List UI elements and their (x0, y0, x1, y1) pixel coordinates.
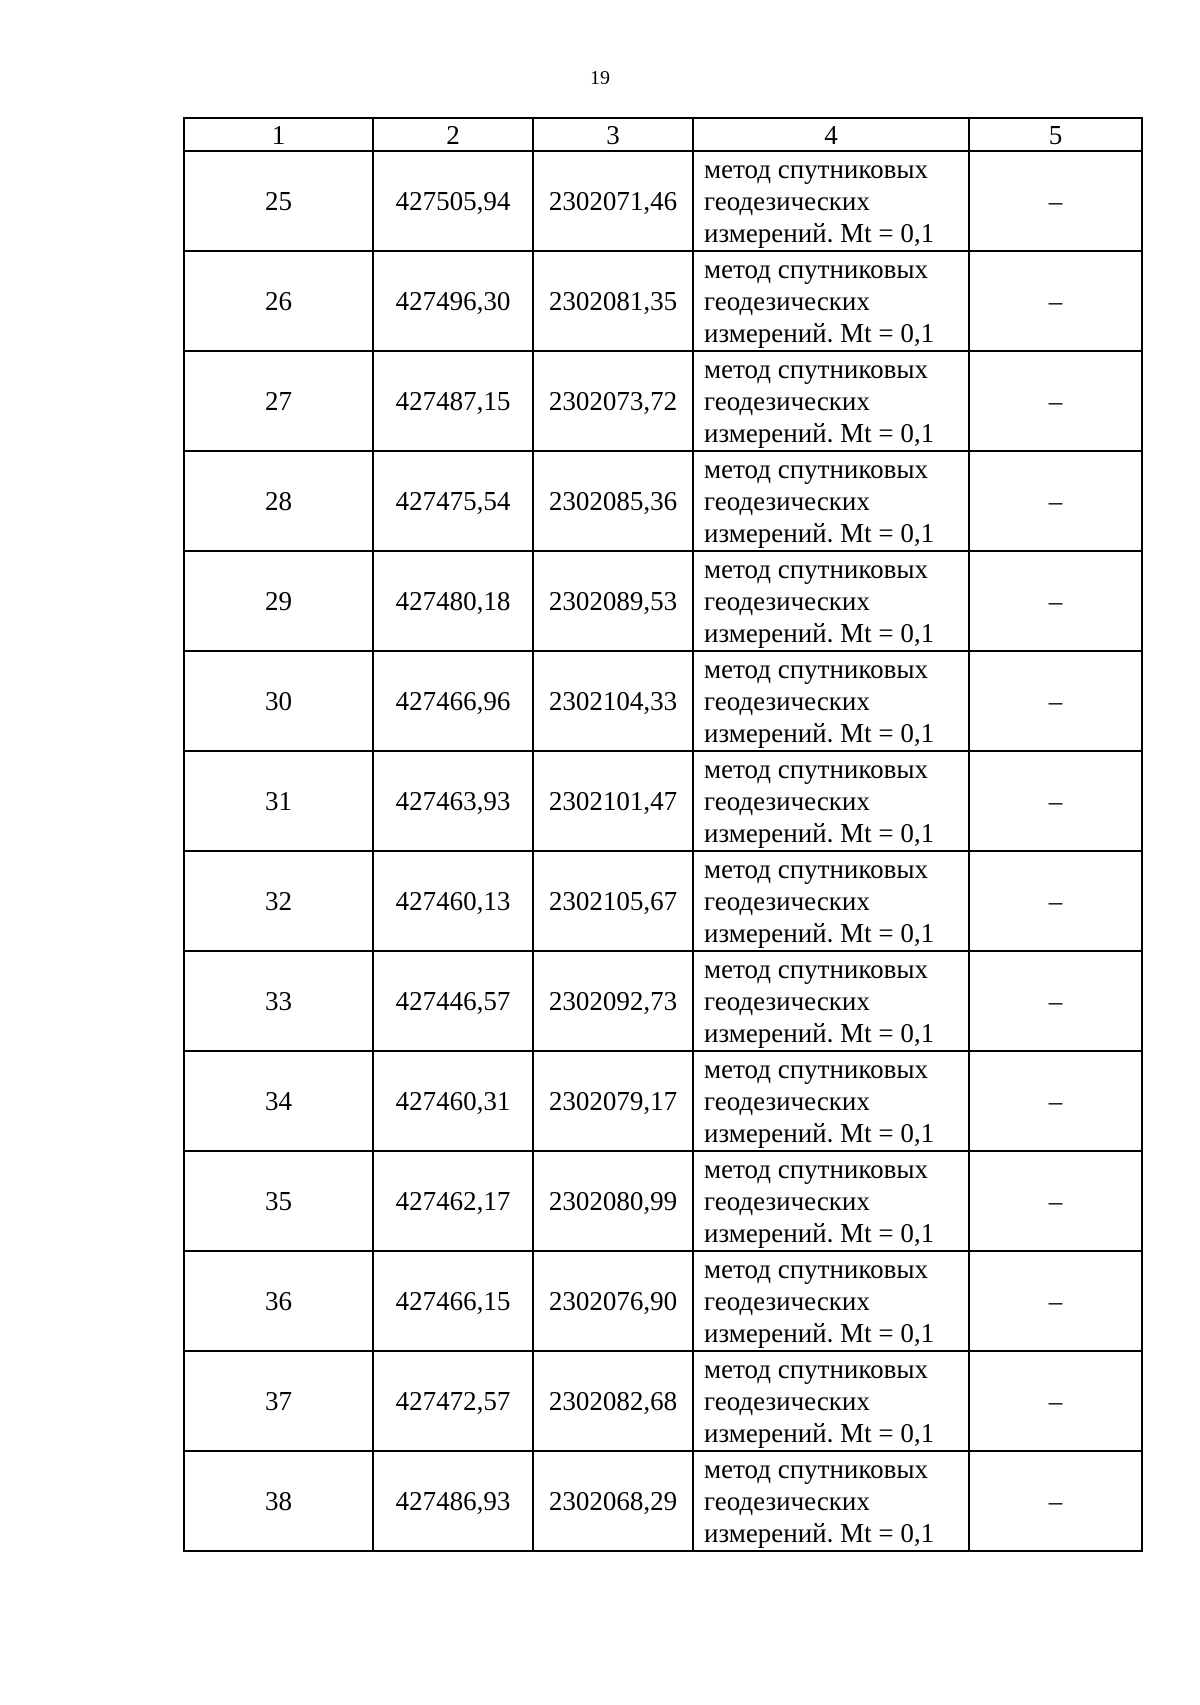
table-row (184, 551, 1142, 651)
x-coordinate-cell: 427460,13 (373, 851, 533, 951)
coordinates-table (183, 117, 1143, 1552)
table-row (184, 651, 1142, 751)
header-cell-3: 3 (533, 118, 693, 151)
point-number-cell: 27 (184, 351, 373, 451)
method-line: метод спутниковых (704, 354, 928, 384)
x-coordinate-cell: 427472,57 (373, 1351, 533, 1451)
point-number-cell: 32 (184, 851, 373, 951)
x-coordinate-cell: 427496,30 (373, 251, 533, 351)
note-cell: – (969, 1051, 1142, 1151)
method-line: метод спутниковых (704, 1454, 928, 1484)
method-line: геодезических (704, 486, 870, 516)
method-line: измерений. Mt = 0,1 (704, 1418, 935, 1448)
table-row (184, 1051, 1142, 1151)
method-line: метод спутниковых (704, 654, 928, 684)
method-line: измерений. Mt = 0,1 (704, 218, 935, 248)
method-cell (693, 851, 969, 951)
method-line: метод спутниковых (704, 254, 928, 284)
x-coordinate-cell: 427505,94 (373, 151, 533, 251)
y-coordinate-cell: 2302068,29 (533, 1451, 693, 1551)
point-number-cell: 28 (184, 451, 373, 551)
note-cell: – (969, 651, 1142, 751)
y-coordinate-cell: 2302076,90 (533, 1251, 693, 1351)
method-line: измерений. Mt = 0,1 (704, 518, 935, 548)
method-line: геодезических (704, 1086, 870, 1116)
method-line: метод спутниковых (704, 154, 928, 184)
method-line: геодезических (704, 986, 870, 1016)
x-coordinate-cell: 427487,15 (373, 351, 533, 451)
x-coordinate-cell: 427480,18 (373, 551, 533, 651)
method-line: метод спутниковых (704, 1254, 928, 1284)
method-line: метод спутниковых (704, 1054, 928, 1084)
method-line: метод спутниковых (704, 754, 928, 784)
header-row (184, 118, 1142, 151)
note-cell: – (969, 351, 1142, 451)
table-header (184, 118, 1142, 151)
point-number-cell: 35 (184, 1151, 373, 1251)
point-number-cell: 38 (184, 1451, 373, 1551)
point-number-cell: 30 (184, 651, 373, 751)
method-line: метод спутниковых (704, 854, 928, 884)
method-cell (693, 1051, 969, 1151)
note-cell: – (969, 1451, 1142, 1551)
note-cell: – (969, 1251, 1142, 1351)
method-cell (693, 1251, 969, 1351)
x-coordinate-cell: 427466,96 (373, 651, 533, 751)
header-cell-5: 5 (969, 118, 1142, 151)
header-cell-2: 2 (373, 118, 533, 151)
x-coordinate-cell: 427462,17 (373, 1151, 533, 1251)
table-row (184, 251, 1142, 351)
table-row (184, 1351, 1142, 1451)
method-cell (693, 351, 969, 451)
method-line: измерений. Mt = 0,1 (704, 1218, 935, 1248)
method-line: геодезических (704, 386, 870, 416)
table-row (184, 951, 1142, 1051)
method-cell (693, 1151, 969, 1251)
y-coordinate-cell: 2302071,46 (533, 151, 693, 251)
method-cell (693, 451, 969, 551)
method-line: геодезических (704, 1486, 870, 1516)
method-line: метод спутниковых (704, 1154, 928, 1184)
note-cell: – (969, 951, 1142, 1051)
note-cell: – (969, 751, 1142, 851)
table-row (184, 1251, 1142, 1351)
method-line: геодезических (704, 1286, 870, 1316)
header-cell-4: 4 (693, 118, 969, 151)
y-coordinate-cell: 2302079,17 (533, 1051, 693, 1151)
method-line: метод спутниковых (704, 954, 928, 984)
method-cell (693, 151, 969, 251)
method-line: измерений. Mt = 0,1 (704, 1118, 935, 1148)
method-cell (693, 1351, 969, 1451)
method-cell (693, 651, 969, 751)
note-cell: – (969, 551, 1142, 651)
method-line: метод спутниковых (704, 454, 928, 484)
y-coordinate-cell: 2302105,67 (533, 851, 693, 951)
table-row (184, 151, 1142, 251)
x-coordinate-cell: 427460,31 (373, 1051, 533, 1151)
method-line: метод спутниковых (704, 554, 928, 584)
method-cell (693, 251, 969, 351)
method-cell (693, 551, 969, 651)
x-coordinate-cell: 427475,54 (373, 451, 533, 551)
header-cell-1: 1 (184, 118, 373, 151)
note-cell: – (969, 1151, 1142, 1251)
x-coordinate-cell: 427446,57 (373, 951, 533, 1051)
method-line: метод спутниковых (704, 1354, 928, 1384)
method-line: измерений. Mt = 0,1 (704, 318, 935, 348)
method-line: измерений. Mt = 0,1 (704, 918, 935, 948)
method-line: измерений. Mt = 0,1 (704, 1018, 935, 1048)
method-line: измерений. Mt = 0,1 (704, 818, 935, 848)
point-number-cell: 31 (184, 751, 373, 851)
method-cell (693, 751, 969, 851)
method-line: измерений. Mt = 0,1 (704, 1318, 935, 1348)
method-line: измерений. Mt = 0,1 (704, 618, 935, 648)
note-cell: – (969, 251, 1142, 351)
point-number-cell: 25 (184, 151, 373, 251)
method-line: геодезических (704, 586, 870, 616)
note-cell: – (969, 451, 1142, 551)
method-line: измерений. Mt = 0,1 (704, 718, 935, 748)
y-coordinate-cell: 2302082,68 (533, 1351, 693, 1451)
method-line: геодезических (704, 186, 870, 216)
method-line: геодезических (704, 686, 870, 716)
point-number-cell: 36 (184, 1251, 373, 1351)
y-coordinate-cell: 2302092,73 (533, 951, 693, 1051)
x-coordinate-cell: 427466,15 (373, 1251, 533, 1351)
y-coordinate-cell: 2302073,72 (533, 351, 693, 451)
point-number-cell: 29 (184, 551, 373, 651)
point-number-cell: 33 (184, 951, 373, 1051)
table-row (184, 851, 1142, 951)
method-line: геодезических (704, 786, 870, 816)
y-coordinate-cell: 2302080,99 (533, 1151, 693, 1251)
table-row (184, 1451, 1142, 1551)
note-cell: – (969, 851, 1142, 951)
x-coordinate-cell: 427463,93 (373, 751, 533, 851)
method-line: измерений. Mt = 0,1 (704, 1518, 935, 1548)
y-coordinate-cell: 2302085,36 (533, 451, 693, 551)
note-cell: – (969, 1351, 1142, 1451)
method-line: геодезических (704, 1386, 870, 1416)
note-cell: – (969, 151, 1142, 251)
method-line: геодезических (704, 886, 870, 916)
table-row (184, 1151, 1142, 1251)
y-coordinate-cell: 2302089,53 (533, 551, 693, 651)
point-number-cell: 34 (184, 1051, 373, 1151)
method-cell (693, 951, 969, 1051)
method-cell (693, 1451, 969, 1551)
method-line: геодезических (704, 286, 870, 316)
method-line: геодезических (704, 1186, 870, 1216)
y-coordinate-cell: 2302101,47 (533, 751, 693, 851)
table-row (184, 351, 1142, 451)
table-body (184, 151, 1142, 1551)
method-line: измерений. Mt = 0,1 (704, 418, 935, 448)
y-coordinate-cell: 2302104,33 (533, 651, 693, 751)
table-row (184, 751, 1142, 851)
point-number-cell: 26 (184, 251, 373, 351)
table-row (184, 451, 1142, 551)
page-number: 19 (590, 67, 610, 89)
point-number-cell: 37 (184, 1351, 373, 1451)
x-coordinate-cell: 427486,93 (373, 1451, 533, 1551)
y-coordinate-cell: 2302081,35 (533, 251, 693, 351)
